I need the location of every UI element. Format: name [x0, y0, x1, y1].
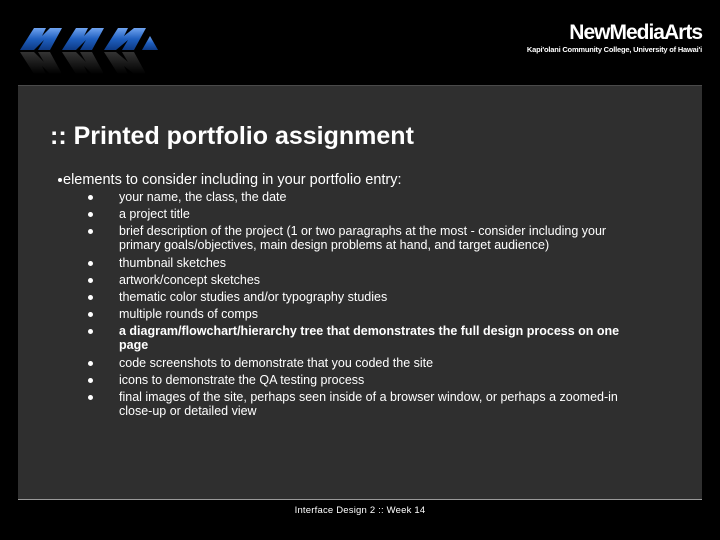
- bullet-icon: [88, 278, 93, 283]
- list-item: [88, 307, 628, 321]
- list-item-text: multiple rounds of comps: [119, 307, 258, 322]
- list-item: [88, 207, 628, 221]
- list-item: [88, 373, 628, 387]
- intro-text: elements to consider including in your portfolio entry:: [63, 172, 402, 188]
- list-item-text: thematic color studies and/or typography studies: [119, 289, 388, 304]
- list-item: [88, 273, 628, 287]
- list-item: [88, 290, 628, 304]
- bullet-icon: [88, 395, 93, 400]
- list-item: [88, 224, 628, 252]
- brand-name: NewMediaArts: [569, 21, 702, 44]
- list-item-text: a diagram/flowchart/hierarchy tree that demonstrates the full design process on one page: [119, 324, 620, 353]
- list-item-text: thumbnail sketches: [119, 255, 227, 270]
- bullet-icon: [88, 329, 93, 334]
- list-item-text: code screenshots to demonstrate that you coded the site: [119, 355, 434, 370]
- footer-text: Interface Design 2 :: Week 14: [294, 505, 426, 516]
- brand-block: [527, 22, 702, 54]
- slide-title: :: Printed portfolio assignment: [50, 122, 414, 150]
- intro-line: [58, 171, 402, 189]
- bullet-icon: [88, 295, 93, 300]
- bullet-list: [88, 190, 628, 421]
- list-item-text: brief description of the project (1 or two paragraphs at the most - consider including your primary goals/objectives, main design problems at hand, and target audience): [119, 224, 607, 253]
- list-item-text: artwork/concept sketches: [119, 272, 261, 287]
- nma-logo: [16, 20, 162, 78]
- bullet-icon: [88, 261, 93, 266]
- list-item: [88, 256, 628, 270]
- brand-subtitle: Kapi'olani Community College, University of Hawai'i: [526, 45, 702, 54]
- list-item-text: icons to demonstrate the QA testing process: [119, 372, 365, 387]
- list-item-text: your name, the class, the date: [119, 190, 287, 204]
- bullet-icon: [88, 378, 93, 383]
- list-item-text: final images of the site, perhaps seen inside of a browser window, or perhaps a zoomed-in close-up or detailed view: [119, 389, 618, 418]
- bullet-icon: [88, 361, 93, 366]
- bullet-icon: [88, 195, 93, 200]
- bullet-icon: [88, 212, 93, 217]
- list-item: [88, 356, 628, 370]
- list-item-text: a project title: [119, 207, 190, 222]
- slide-panel: [18, 85, 702, 500]
- list-item: [88, 390, 628, 418]
- bullet-icon: [88, 312, 93, 317]
- list-item: [88, 324, 628, 352]
- intro-bullet-icon: [58, 178, 62, 182]
- bullet-icon: [88, 229, 93, 234]
- list-item: [88, 190, 628, 204]
